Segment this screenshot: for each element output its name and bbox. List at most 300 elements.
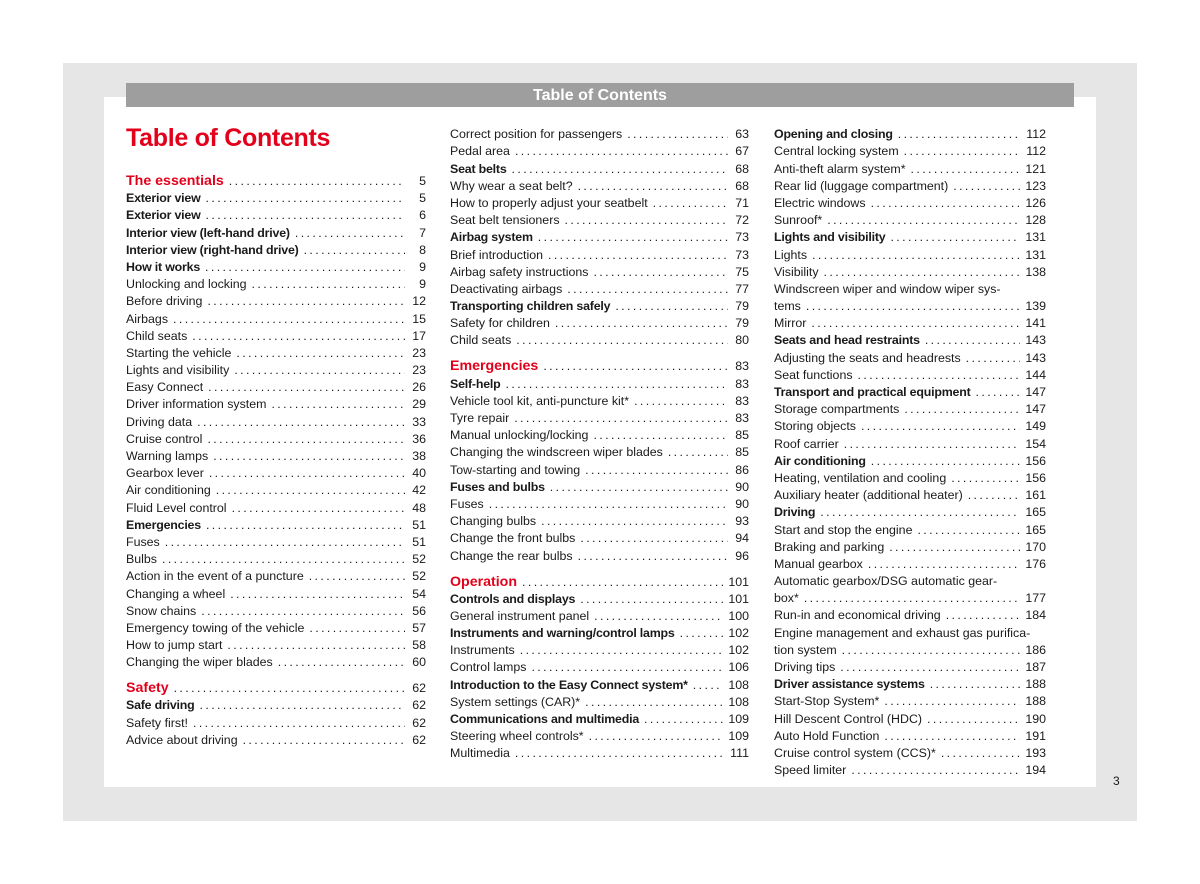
toc-entry[interactable]	[774, 313, 1046, 330]
toc-entry-continued[interactable]: Windscreen wiper and window wiper sys-	[774, 281, 1001, 296]
toc-entry[interactable]	[450, 296, 749, 313]
toc-leader-dots	[514, 411, 728, 425]
toc-leader-dots	[309, 569, 405, 583]
toc-entry[interactable]	[450, 124, 749, 141]
toc-leader-dots	[531, 660, 723, 674]
toc-entry-title: Transport and practical equipment	[774, 385, 971, 399]
toc-entry[interactable]	[126, 549, 426, 566]
toc-leader-dots	[192, 329, 405, 343]
toc-column-2	[450, 124, 749, 760]
toc-leader-dots	[693, 678, 724, 692]
toc-leader-dots	[861, 419, 1020, 433]
toc-entry-page: 5	[419, 191, 426, 206]
toc-entry[interactable]	[450, 262, 749, 279]
toc-entry[interactable]	[774, 640, 1046, 657]
toc-entry[interactable]	[774, 347, 1046, 364]
toc-entry[interactable]	[450, 494, 749, 511]
toc-leader-dots	[304, 243, 405, 257]
toc-leader-dots	[243, 733, 405, 747]
toc-leader-dots	[216, 483, 405, 497]
toc-entry-page: 38	[412, 449, 426, 463]
toc-leader-dots	[236, 346, 405, 360]
toc-entry[interactable]	[126, 583, 426, 600]
toc-entry[interactable]	[774, 330, 1046, 347]
toc-entry-page: 143	[1025, 333, 1046, 348]
toc-entry-title: Fuses and bulbs	[450, 479, 545, 494]
toc-entry[interactable]	[126, 463, 426, 480]
toc-leader-dots	[232, 501, 405, 515]
toc-leader-dots	[911, 162, 1021, 176]
toc-entry-title: Advice about driving	[126, 732, 238, 747]
toc-entry-page: 23	[412, 345, 426, 360]
toc-entry[interactable]	[774, 176, 1046, 193]
toc-leader-dots	[842, 643, 1021, 657]
toc-entry[interactable]	[774, 743, 1046, 760]
toc-entry-title: Fuses	[450, 496, 484, 511]
toc-entry-page: 36	[412, 431, 426, 446]
toc-entry-title: Storing objects	[774, 419, 856, 434]
toc-leader-dots	[252, 277, 405, 291]
toc-entry-page: 186	[1025, 642, 1046, 657]
toc-entry-title: Tow-starting and towing	[450, 462, 581, 477]
toc-entry-page: 190	[1025, 711, 1046, 726]
toc-leader-dots	[548, 248, 728, 262]
toc-entry[interactable]	[450, 545, 749, 562]
toc-entry[interactable]	[126, 274, 426, 291]
toc-entry[interactable]	[774, 244, 1046, 261]
toc-leader-dots	[206, 208, 405, 222]
toc-entry-page: 83	[735, 359, 749, 374]
toc-entry-page: 188	[1025, 694, 1046, 709]
toc-entry-page: 193	[1025, 745, 1046, 760]
toc-leader-dots	[615, 299, 728, 313]
toc-leader-dots	[541, 514, 728, 528]
toc-entry-title: Air conditioning	[126, 483, 211, 498]
toc-entry-page: 154	[1025, 436, 1046, 451]
toc-leader-dots	[209, 466, 405, 480]
toc-entry[interactable]	[126, 429, 426, 446]
toc-entry-title: Seat belt tensioners	[450, 213, 560, 228]
toc-entry[interactable]	[450, 657, 749, 674]
toc-entry[interactable]	[774, 382, 1046, 399]
toc-entry-title: Cruise control	[126, 431, 203, 446]
toc-entry-page: 48	[412, 500, 426, 515]
toc-entry[interactable]	[774, 451, 1046, 468]
toc-entry[interactable]	[774, 210, 1046, 227]
toc-entry-page: 101	[728, 591, 749, 606]
toc-entry-title: Starting the vehicle	[126, 345, 232, 360]
toc-entry[interactable]	[126, 394, 426, 411]
toc-entry[interactable]	[126, 360, 426, 377]
toc-entry[interactable]	[126, 222, 426, 239]
toc-entry[interactable]	[126, 635, 426, 652]
toc-entry-page: 102	[728, 643, 749, 658]
toc-entry[interactable]	[774, 141, 1046, 158]
toc-entry-title: Introduction to the Easy Connect system*	[450, 677, 688, 692]
toc-entry-page: 147	[1025, 385, 1046, 399]
toc-entry-title: Safety	[126, 680, 169, 697]
toc-entry[interactable]	[774, 296, 1046, 313]
toc-entry-page: 77	[735, 281, 749, 296]
toc-entry[interactable]	[126, 601, 426, 618]
toc-entry[interactable]	[126, 532, 426, 549]
toc-entry[interactable]	[450, 692, 749, 709]
toc-leader-dots	[520, 643, 724, 657]
toc-entry-page: 5	[419, 174, 426, 188]
toc-entry[interactable]	[450, 158, 749, 175]
toc-entry[interactable]	[774, 605, 1046, 622]
toc-entry[interactable]	[126, 695, 426, 712]
toc-leader-dots	[522, 575, 723, 589]
toc-leader-dots	[871, 196, 1021, 210]
toc-entry[interactable]	[774, 399, 1046, 416]
toc-entry-page: 94	[735, 531, 749, 546]
toc-entry[interactable]	[774, 485, 1046, 502]
toc-entry-title: Emergency towing of the vehicle	[126, 620, 305, 635]
toc-entry-page: 62	[412, 715, 426, 730]
toc-entry-page: 73	[735, 247, 749, 262]
toc-entry-page: 85	[735, 445, 749, 460]
toc-leader-dots	[627, 127, 728, 141]
toc-entry[interactable]	[450, 589, 749, 606]
toc-leader-dots	[644, 712, 723, 726]
toc-entry-page: 8	[419, 242, 426, 257]
toc-entry[interactable]	[126, 497, 426, 514]
toc-entry-title: Changing the windscreen wiper blades	[450, 445, 663, 460]
toc-leader-dots	[925, 333, 1021, 347]
toc-entry[interactable]	[774, 468, 1046, 485]
toc-entry-title: Anti-theft alarm system*	[774, 161, 906, 176]
toc-entry[interactable]	[126, 240, 426, 257]
toc-leader-dots	[207, 294, 405, 308]
toc-entry[interactable]	[774, 262, 1046, 279]
toc-leader-dots	[820, 505, 1020, 519]
toc-entry[interactable]	[774, 674, 1046, 691]
toc-entry-title: Interior view (left-hand drive)	[126, 225, 290, 240]
toc-entry-page: 26	[412, 380, 426, 395]
toc-entry-title: Lights	[774, 247, 808, 262]
toc-entry-title: Emergencies	[126, 517, 201, 532]
toc-leader-dots	[585, 695, 723, 709]
toc-entry[interactable]	[450, 477, 749, 494]
toc-entry[interactable]	[126, 188, 426, 205]
toc-entry-page: 62	[412, 732, 426, 747]
page-number: 3	[1113, 774, 1120, 788]
toc-entry[interactable]	[774, 537, 1046, 554]
toc-leader-dots	[565, 213, 728, 227]
toc-entry-page: 165	[1025, 522, 1046, 537]
toc-leader-dots	[871, 454, 1021, 468]
toc-entry-page: 56	[412, 603, 426, 618]
toc-entry-title: Start and stop the engine	[774, 522, 913, 537]
toc-entry[interactable]	[450, 279, 749, 296]
toc-entry-page: 52	[412, 569, 426, 584]
toc-entry-title: Hill Descent Control (HDC)	[774, 711, 923, 726]
toc-entry[interactable]	[774, 227, 1046, 244]
toc-entry[interactable]	[450, 176, 749, 193]
toc-entry-page: 83	[735, 411, 749, 425]
toc-leader-dots	[512, 162, 728, 176]
toc-entry-title: Storage compartments	[774, 402, 900, 417]
toc-entry-page: 194	[1025, 763, 1046, 778]
toc-entry-continued[interactable]: Automatic gearbox/DSG automatic gear-	[774, 574, 998, 589]
toc-leader-dots	[953, 179, 1020, 193]
toc-entry-title: The essentials	[126, 173, 224, 189]
toc-entry[interactable]	[126, 308, 426, 325]
toc-entry-page: 138	[1025, 264, 1046, 279]
toc-entry-title: Safety for children	[450, 316, 550, 331]
toc-entry-page: 106	[728, 660, 749, 675]
toc-entry[interactable]	[126, 480, 426, 497]
toc-entry-title: Control lamps	[450, 660, 527, 675]
toc-entry-title: Snow chains	[126, 603, 197, 618]
toc-entry-page: 6	[419, 208, 426, 223]
toc-entry[interactable]	[774, 519, 1046, 536]
toc-entry-continued[interactable]: Engine management and exhaust gas purifica-	[774, 625, 1031, 640]
toc-entry[interactable]	[774, 708, 1046, 725]
toc-leader-dots	[927, 712, 1020, 726]
toc-entry[interactable]	[126, 652, 426, 669]
toc-entry-title: Opening and closing	[774, 127, 893, 142]
toc-entry-title: Warning lamps	[126, 449, 209, 463]
toc-entry-title: Self-help	[450, 376, 501, 391]
toc-entry-title: Sunroof*	[774, 213, 823, 228]
toc-entry-title: Exterior view	[126, 191, 201, 206]
toc-entry[interactable]	[126, 291, 426, 308]
toc-entry[interactable]	[450, 743, 749, 760]
toc-leader-dots	[205, 260, 405, 274]
toc-entry-page: 9	[419, 259, 426, 274]
toc-leader-dots	[278, 655, 405, 669]
toc-entry[interactable]	[126, 446, 426, 463]
toc-entry-title: Auto Hold Function	[774, 728, 880, 743]
toc-entry[interactable]	[126, 326, 426, 343]
toc-entry-page: 187	[1025, 660, 1046, 674]
toc-entry-page: 79	[735, 299, 749, 314]
toc-leader-dots	[812, 248, 1020, 262]
toc-section-heading[interactable]	[126, 166, 426, 188]
toc-entry[interactable]	[450, 606, 749, 623]
toc-entry-title: Brief introduction	[450, 247, 543, 262]
toc-entry[interactable]	[450, 511, 749, 528]
toc-entry-page: 29	[412, 397, 426, 412]
toc-entry-title: Multimedia	[450, 746, 510, 761]
toc-entry-title: System settings (CAR)*	[450, 694, 581, 709]
toc-entry-page: 63	[735, 127, 749, 142]
toc-leader-dots	[884, 729, 1020, 743]
toc-entry-title: Manual unlocking/locking	[450, 428, 589, 443]
toc-entry[interactable]	[450, 640, 749, 657]
toc-entry[interactable]	[774, 588, 1046, 605]
toc-entry-title: Gearbox lever	[126, 466, 204, 481]
toc-entry-title: Controls and displays	[450, 591, 576, 606]
toc-leader-dots	[653, 196, 728, 210]
toc-entry[interactable]	[450, 442, 749, 459]
toc-entry-page: 58	[412, 638, 426, 653]
toc-entry[interactable]	[126, 712, 426, 729]
toc-leader-dots	[201, 604, 405, 618]
toc-section-heading[interactable]	[126, 673, 426, 695]
toc-entry-page: 62	[412, 698, 426, 713]
toc-entry[interactable]	[774, 158, 1046, 175]
toc-leader-dots	[515, 144, 728, 158]
toc-entry-page: 12	[412, 294, 426, 309]
toc-leader-dots	[917, 523, 1020, 537]
toc-entry[interactable]	[774, 502, 1046, 519]
toc-entry[interactable]	[126, 205, 426, 222]
toc-entry-page: 85	[735, 428, 749, 443]
toc-entry[interactable]	[450, 210, 749, 227]
toc-entry-title: Why wear a seat belt?	[450, 178, 573, 193]
toc-entry[interactable]	[450, 408, 749, 425]
toc-entry[interactable]	[774, 657, 1046, 674]
toc-entry-page: 54	[412, 586, 426, 601]
toc-entry[interactable]	[450, 244, 749, 261]
toc-entry-page: 57	[412, 620, 426, 635]
toc-entry[interactable]	[126, 515, 426, 532]
toc-entry[interactable]	[450, 313, 749, 330]
toc-entry[interactable]	[450, 141, 749, 158]
toc-entry[interactable]	[126, 257, 426, 274]
toc-entry-title: Change the front bulbs	[450, 531, 576, 546]
toc-leader-dots	[840, 660, 1020, 674]
toc-entry[interactable]	[450, 425, 749, 442]
toc-entry-title: Driving data	[126, 414, 193, 429]
toc-entry[interactable]	[450, 709, 749, 726]
toc-entry-title: tion system	[774, 642, 837, 657]
toc-entry[interactable]	[774, 433, 1046, 450]
toc-entry-title: Before driving	[126, 294, 203, 309]
toc-leader-dots	[580, 531, 728, 545]
toc-entry-title: Seats and head restraints	[774, 333, 920, 348]
toc-entry-title: Transporting children safely	[450, 299, 611, 314]
toc-entry-title: Safe driving	[126, 698, 195, 713]
toc-entry-title: Driver information system	[126, 397, 267, 412]
toc-entry-title: Correct position for passengers	[450, 127, 623, 142]
toc-entry[interactable]	[126, 618, 426, 635]
toc-leader-dots	[946, 608, 1021, 622]
toc-entry-page: 96	[735, 548, 749, 563]
toc-entry[interactable]	[450, 459, 749, 476]
toc-entry-title: Changing the wiper blades	[126, 655, 273, 670]
toc-section-heading[interactable]	[450, 567, 749, 589]
toc-entry-title: tems	[774, 299, 801, 314]
toc-entry[interactable]	[450, 227, 749, 244]
toc-entry[interactable]	[774, 416, 1046, 433]
toc-entry-page: 156	[1025, 470, 1046, 485]
toc-leader-dots	[593, 265, 728, 279]
header-bar: Table of Contents	[126, 83, 1074, 107]
toc-entry[interactable]	[450, 528, 749, 545]
toc-entry-title: Electric windows	[774, 195, 866, 210]
toc-section-heading[interactable]	[450, 351, 749, 373]
toc-leader-dots	[898, 127, 1022, 141]
toc-entry[interactable]	[126, 343, 426, 360]
toc-entry[interactable]	[774, 124, 1046, 141]
toc-leader-dots	[811, 316, 1020, 330]
toc-leader-dots	[904, 144, 1022, 158]
toc-leader-dots	[206, 518, 405, 532]
toc-leader-dots	[206, 191, 405, 205]
toc-entry-page: 131	[1025, 230, 1046, 245]
toc-leader-dots	[208, 380, 405, 394]
toc-entry-page: 143	[1025, 350, 1046, 365]
toc-entry[interactable]	[126, 411, 426, 428]
toc-entry-title: Lights and visibility	[774, 230, 886, 245]
toc-entry[interactable]	[774, 193, 1046, 210]
toc-leader-dots	[868, 557, 1020, 571]
toc-entry[interactable]	[450, 373, 749, 390]
toc-entry-title: How to properly adjust your seatbelt	[450, 195, 648, 210]
toc-leader-dots	[516, 333, 728, 347]
toc-entry-page: 51	[412, 517, 426, 532]
toc-leader-dots	[589, 729, 724, 743]
toc-entry-page: 156	[1025, 453, 1046, 468]
toc-entry-title: Seat functions	[774, 367, 853, 382]
toc-entry[interactable]	[774, 691, 1046, 708]
toc-leader-dots	[668, 445, 728, 459]
toc-leader-dots	[966, 351, 1021, 365]
toc-leader-dots	[200, 698, 405, 712]
toc-entry[interactable]	[774, 726, 1046, 743]
toc-leader-dots	[804, 591, 1021, 605]
toc-entry[interactable]	[774, 554, 1046, 571]
toc-entry[interactable]	[450, 674, 749, 691]
toc-entry-page: 23	[412, 363, 426, 378]
toc-entry-title: Tyre repair	[450, 411, 510, 425]
toc-entry-page: 68	[735, 161, 749, 176]
toc-entry-title: Manual gearbox	[774, 556, 863, 571]
toc-entry[interactable]	[450, 726, 749, 743]
toc-entry-title: Driving tips	[774, 660, 836, 674]
toc-entry[interactable]	[774, 760, 1046, 777]
toc-entry[interactable]	[450, 391, 749, 408]
toc-entry-page: 60	[412, 655, 426, 670]
toc-entry-title: How it works	[126, 259, 201, 274]
toc-entry[interactable]	[450, 193, 749, 210]
toc-entry-page: 109	[728, 729, 749, 744]
page-title: Table of Contents	[126, 124, 331, 152]
toc-leader-dots	[827, 213, 1020, 227]
toc-leader-dots	[207, 432, 405, 446]
toc-entry[interactable]	[450, 623, 749, 640]
toc-entry-page: 52	[412, 552, 426, 567]
toc-entry-page: 149	[1025, 419, 1046, 434]
toc-entry-page: 86	[735, 462, 749, 477]
toc-entry-page: 188	[1025, 677, 1046, 692]
toc-entry-page: 17	[412, 328, 426, 343]
toc-entry-page: 80	[735, 333, 749, 348]
toc-entry-title: General instrument panel	[450, 608, 590, 623]
toc-entry[interactable]	[126, 730, 426, 747]
toc-leader-dots	[951, 471, 1020, 485]
toc-leader-dots	[227, 638, 405, 652]
toc-entry[interactable]	[774, 365, 1046, 382]
toc-entry-title: box*	[774, 591, 799, 606]
toc-leader-dots	[884, 694, 1020, 708]
toc-entry[interactable]	[126, 566, 426, 583]
toc-entry-title: Deactivating airbags	[450, 281, 563, 296]
toc-entry[interactable]	[126, 377, 426, 394]
toc-entry-page: 131	[1025, 247, 1046, 262]
toc-entry-page: 40	[412, 466, 426, 481]
toc-entry[interactable]	[450, 330, 749, 347]
toc-entry-title: Pedal area	[450, 144, 510, 159]
toc-leader-dots	[230, 587, 405, 601]
toc-entry-title: Child seats	[450, 333, 512, 348]
toc-leader-dots	[309, 621, 405, 635]
toc-entry-page: 93	[735, 514, 749, 529]
